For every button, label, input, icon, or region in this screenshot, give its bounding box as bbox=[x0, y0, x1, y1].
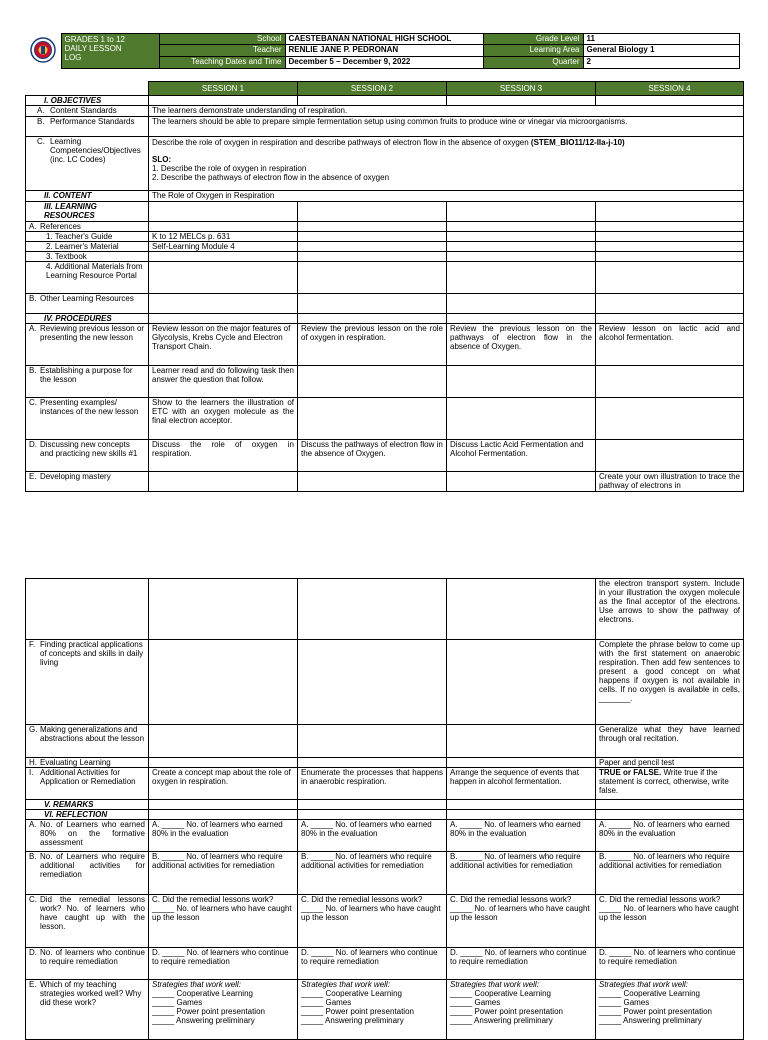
procedure-d-label: D. Discussing new concepts and practicing new skills #1 bbox=[26, 440, 149, 472]
school-label: School bbox=[159, 34, 285, 45]
grade-level-value: 11 bbox=[583, 34, 739, 45]
slo-label: SLO: bbox=[152, 155, 172, 164]
deped-seal-logo bbox=[25, 34, 61, 69]
teaching-dates-label: Teaching Dates and Time bbox=[159, 57, 285, 69]
procedure-e-session-4-part-2: the electron transport system. Include in your illustration the oxygen molecule as the final acceptor of the electrons. Use arrows to show the pathway of electrons. bbox=[596, 579, 744, 640]
page-1 bbox=[0, 33, 768, 492]
procedure-i-session-2: Enumerate the processes that happens in anaerobic respiration. bbox=[298, 768, 447, 800]
reflection-a-session-2: A. _____ No. of learners who earned 80% in the evaluation bbox=[298, 820, 447, 852]
reflection-b-session-4: B. _____ No. of learners who require additional activities for remediation bbox=[596, 852, 744, 895]
lesson-table-page-2 bbox=[25, 578, 744, 1040]
lesson-table-page-1 bbox=[25, 81, 744, 492]
dll-title-line-1: GRADES 1 to 12 bbox=[64, 35, 125, 44]
procedure-i-label: I. Additional Activities for Application or Remediation bbox=[26, 768, 149, 800]
reflection-heading: VI. REFLECTION bbox=[26, 810, 149, 820]
reflection-e-session-3: Strategies that work well: _____ Cooperative Learning _____ Games _____ Power point presentation _____ Answering preliminary bbox=[447, 980, 596, 1040]
school-value: CAESTEBANAN NATIONAL HIGH SCHOOL bbox=[285, 34, 483, 45]
procedures-heading: IV. PROCEDURES bbox=[26, 314, 149, 324]
reflection-d-session-4: D. _____ No. of learners who continue to require remediation bbox=[596, 948, 744, 980]
performance-standards-label: B. Performance Standards bbox=[26, 117, 149, 137]
procedure-b-session-1: Learner read and do following task then answer the question that follow. bbox=[149, 366, 298, 398]
reflection-e-session-1: Strategies that work well: _____ Cooperative Learning _____ Games _____ Power point presentation _____ Answering preliminary bbox=[149, 980, 298, 1040]
procedure-a-session-2: Review the previous lesson on the role of oxygen in respiration. bbox=[298, 324, 447, 366]
procedure-g-label: G. Making generalizations and abstractions about the lesson bbox=[26, 725, 149, 758]
objectives-heading: I. OBJECTIVES bbox=[26, 96, 149, 106]
session-header-row bbox=[26, 82, 744, 96]
teachers-guide-value: K to 12 MELCs p. 631 bbox=[149, 232, 298, 242]
procedure-h-label: H. Evaluating Learning bbox=[26, 758, 149, 768]
procedure-i-session-3: Arrange the sequence of events that happen in alcohol fermentation. bbox=[447, 768, 596, 800]
session-4-header: SESSION 4 bbox=[596, 82, 744, 96]
learners-material-label: 2. Learner's Material bbox=[26, 242, 149, 252]
teachers-guide-label: 1. Teacher's Guide bbox=[26, 232, 149, 242]
procedure-i-session-1: Create a concept map about the role of oxygen in respiration. bbox=[149, 768, 298, 800]
competency-text: Describe the role of oxygen in respiration and describe pathways of electron flow in the absence of oxygen bbox=[152, 138, 529, 147]
reflection-e-session-2: Strategies that work well: _____ Cooperative Learning _____ Games _____ Power point presentation _____ Answering preliminary bbox=[298, 980, 447, 1040]
seal-icon bbox=[30, 37, 56, 63]
reflection-c-session-2: C. Did the remedial lessons work? _____ No. of learners who have caught up the lesson bbox=[298, 895, 447, 948]
session-1-header: SESSION 1 bbox=[149, 82, 298, 96]
learners-material-value: Self-Learning Module 4 bbox=[149, 242, 298, 252]
procedure-f-label: F. Finding practical applications of concepts and skills in daily living bbox=[26, 640, 149, 725]
session-2-header: SESSION 2 bbox=[298, 82, 447, 96]
grade-level-label: Grade Level bbox=[483, 34, 583, 45]
textbook-label: 3. Textbook bbox=[26, 252, 149, 262]
reflection-d-session-1: D. _____ No. of learners who continue to require remediation bbox=[149, 948, 298, 980]
reflection-a-session-4: A. _____ No. of learners who earned 80% in the evaluation bbox=[596, 820, 744, 852]
slo-item-2: 2. Describe the pathways of electron flow in the absence of oxygen bbox=[152, 173, 390, 182]
procedure-c-session-1: Show to the learners the illustration of ETC with an oxygen molecule as the final electron acceptor. bbox=[149, 398, 298, 440]
procedure-g-session-4: Generalize what they have learned through oral recitation. bbox=[596, 725, 744, 758]
content-heading: II. CONTENT bbox=[26, 191, 149, 202]
competency-code: (STEM_BIO11/12-IIa-j-10) bbox=[530, 138, 625, 147]
reflection-d-label: D. No. of learners who continue to require remediation bbox=[26, 948, 149, 980]
slo-item-1: 1. Describe the role of oxygen in respiration bbox=[152, 164, 307, 173]
reflection-d-session-2: D. _____ No. of learners who continue to require remediation bbox=[298, 948, 447, 980]
performance-standards-text: The learners should be able to prepare simple fermentation setup using common fruits to produce wine or vinegar via microorganisms. bbox=[149, 117, 744, 137]
reflection-c-session-4: C. Did the remedial lessons work? _____ No. of learners who have caught up the lesson bbox=[596, 895, 744, 948]
dll-title-line-3: LOG bbox=[64, 53, 82, 62]
learning-competencies-label: C. Learning Competencies/Objectives (inc. LC Codes) bbox=[26, 137, 149, 191]
header-table bbox=[25, 33, 740, 69]
reflection-b-session-2: B. _____ No. of learners who require additional activities for remediation bbox=[298, 852, 447, 895]
reflection-a-label: A. No. of Learners who earned 80% on the formative assessment bbox=[26, 820, 149, 852]
learning-competencies-text bbox=[149, 137, 744, 191]
reflection-c-label: C. Did the remedial lessons work? No. of learners who have caught up with the lesson. bbox=[26, 895, 149, 948]
procedure-e-label: E. Developing mastery bbox=[26, 472, 149, 492]
reflection-c-session-3: C. Did the remedial lessons work? _____ No. of learners who have caught up the lesson bbox=[447, 895, 596, 948]
quarter-value: 2 bbox=[583, 57, 739, 69]
learning-resources-heading: III. LEARNING RESOURCES bbox=[26, 202, 149, 222]
dll-title-line-2: DAILY LESSON bbox=[64, 44, 122, 53]
procedure-i-session-4: TRUE or FALSE. Write true if the statement is correct, otherwise, write false. bbox=[596, 768, 744, 800]
learning-area-label: Learning Area bbox=[483, 45, 583, 57]
remarks-heading: V. REMARKS bbox=[26, 800, 149, 810]
reflection-e-label: E. Which of my teaching strategies worked well? Why did these work? bbox=[26, 980, 149, 1040]
reflection-a-session-1: A. _____ No. of learners who earned 80% in the evaluation bbox=[149, 820, 298, 852]
procedure-d-session-2: Discuss the pathways of electron flow in the absence of Oxygen. bbox=[298, 440, 447, 472]
teacher-value: RENLIE JANE P. PEDRONAN bbox=[285, 45, 483, 57]
procedure-e-session-4-part-1: Create your own illustration to trace the pathway of electrons in bbox=[596, 472, 744, 492]
procedure-a-session-3: Review the previous lesson on the pathways of electron flow in the absence of Oxygen. bbox=[447, 324, 596, 366]
procedure-a-session-4: Review lesson on lactic acid and alcohol fermentation. bbox=[596, 324, 744, 366]
reflection-b-session-1: B. _____ No. of learners who require additional activities for remediation bbox=[149, 852, 298, 895]
page-2 bbox=[0, 578, 768, 1040]
reflection-a-session-3: A. _____ No. of learners who earned 80% in the evaluation bbox=[447, 820, 596, 852]
content-standards-text: The learners demonstrate understanding of respiration. bbox=[149, 106, 744, 117]
teacher-label: Teacher bbox=[159, 45, 285, 57]
reflection-b-label: B. No. of Learners who require additional activities for remediation bbox=[26, 852, 149, 895]
procedure-h-session-4: Paper and pencil test bbox=[596, 758, 744, 768]
procedure-f-session-4: Complete the phrase below to come up with the first statement on anaerobic respiration. Then add few sentences to present a good concept on what happens if oxygen is not available in cells. If no oxygen is available in cells, _______. bbox=[596, 640, 744, 725]
procedure-d-session-3: Discuss Lactic Acid Fermentation and Alcohol Fermentation. bbox=[447, 440, 596, 472]
procedure-a-label: A. Reviewing previous lesson or presenting the new lesson bbox=[26, 324, 149, 366]
session-3-header: SESSION 3 bbox=[447, 82, 596, 96]
quarter-label: Quarter bbox=[483, 57, 583, 69]
teaching-dates-value: December 5 – December 9, 2022 bbox=[285, 57, 483, 69]
procedure-a-session-1: Review lesson on the major features of Glycolysis, Krebs Cycle and Electron Transport Chain. bbox=[149, 324, 298, 366]
additional-materials-label: 4. Additional Materials from Learning Resource Portal bbox=[26, 262, 149, 294]
other-learning-resources-label: B. Other Learning Resources bbox=[26, 294, 149, 314]
content-text: The Role of Oxygen in Respiration bbox=[149, 191, 744, 202]
reflection-e-session-4: Strategies that work well: _____ Cooperative Learning _____ Games _____ Power point presentation _____ Answering preliminary bbox=[596, 980, 744, 1040]
dll-title bbox=[61, 34, 159, 69]
content-standards-label: A. Content Standards bbox=[26, 106, 149, 117]
procedure-c-label: C. Presenting examples/ instances of the new lesson bbox=[26, 398, 149, 440]
reflection-c-session-1: C. Did the remedial lessons work? _____ No. of learners who have caught up the lesson bbox=[149, 895, 298, 948]
reflection-d-session-3: D. _____ No. of learners who continue to require remediation bbox=[447, 948, 596, 980]
learning-area-value: General Biology 1 bbox=[583, 45, 739, 57]
references-label: A. References bbox=[26, 222, 149, 232]
procedure-b-label: B. Establishing a purpose for the lesson bbox=[26, 366, 149, 398]
reflection-b-session-3: B. _____ No. of learners who require additional activities for remediation bbox=[447, 852, 596, 895]
procedure-d-session-1: Discuss the role of oxygen in respiration. bbox=[149, 440, 298, 472]
